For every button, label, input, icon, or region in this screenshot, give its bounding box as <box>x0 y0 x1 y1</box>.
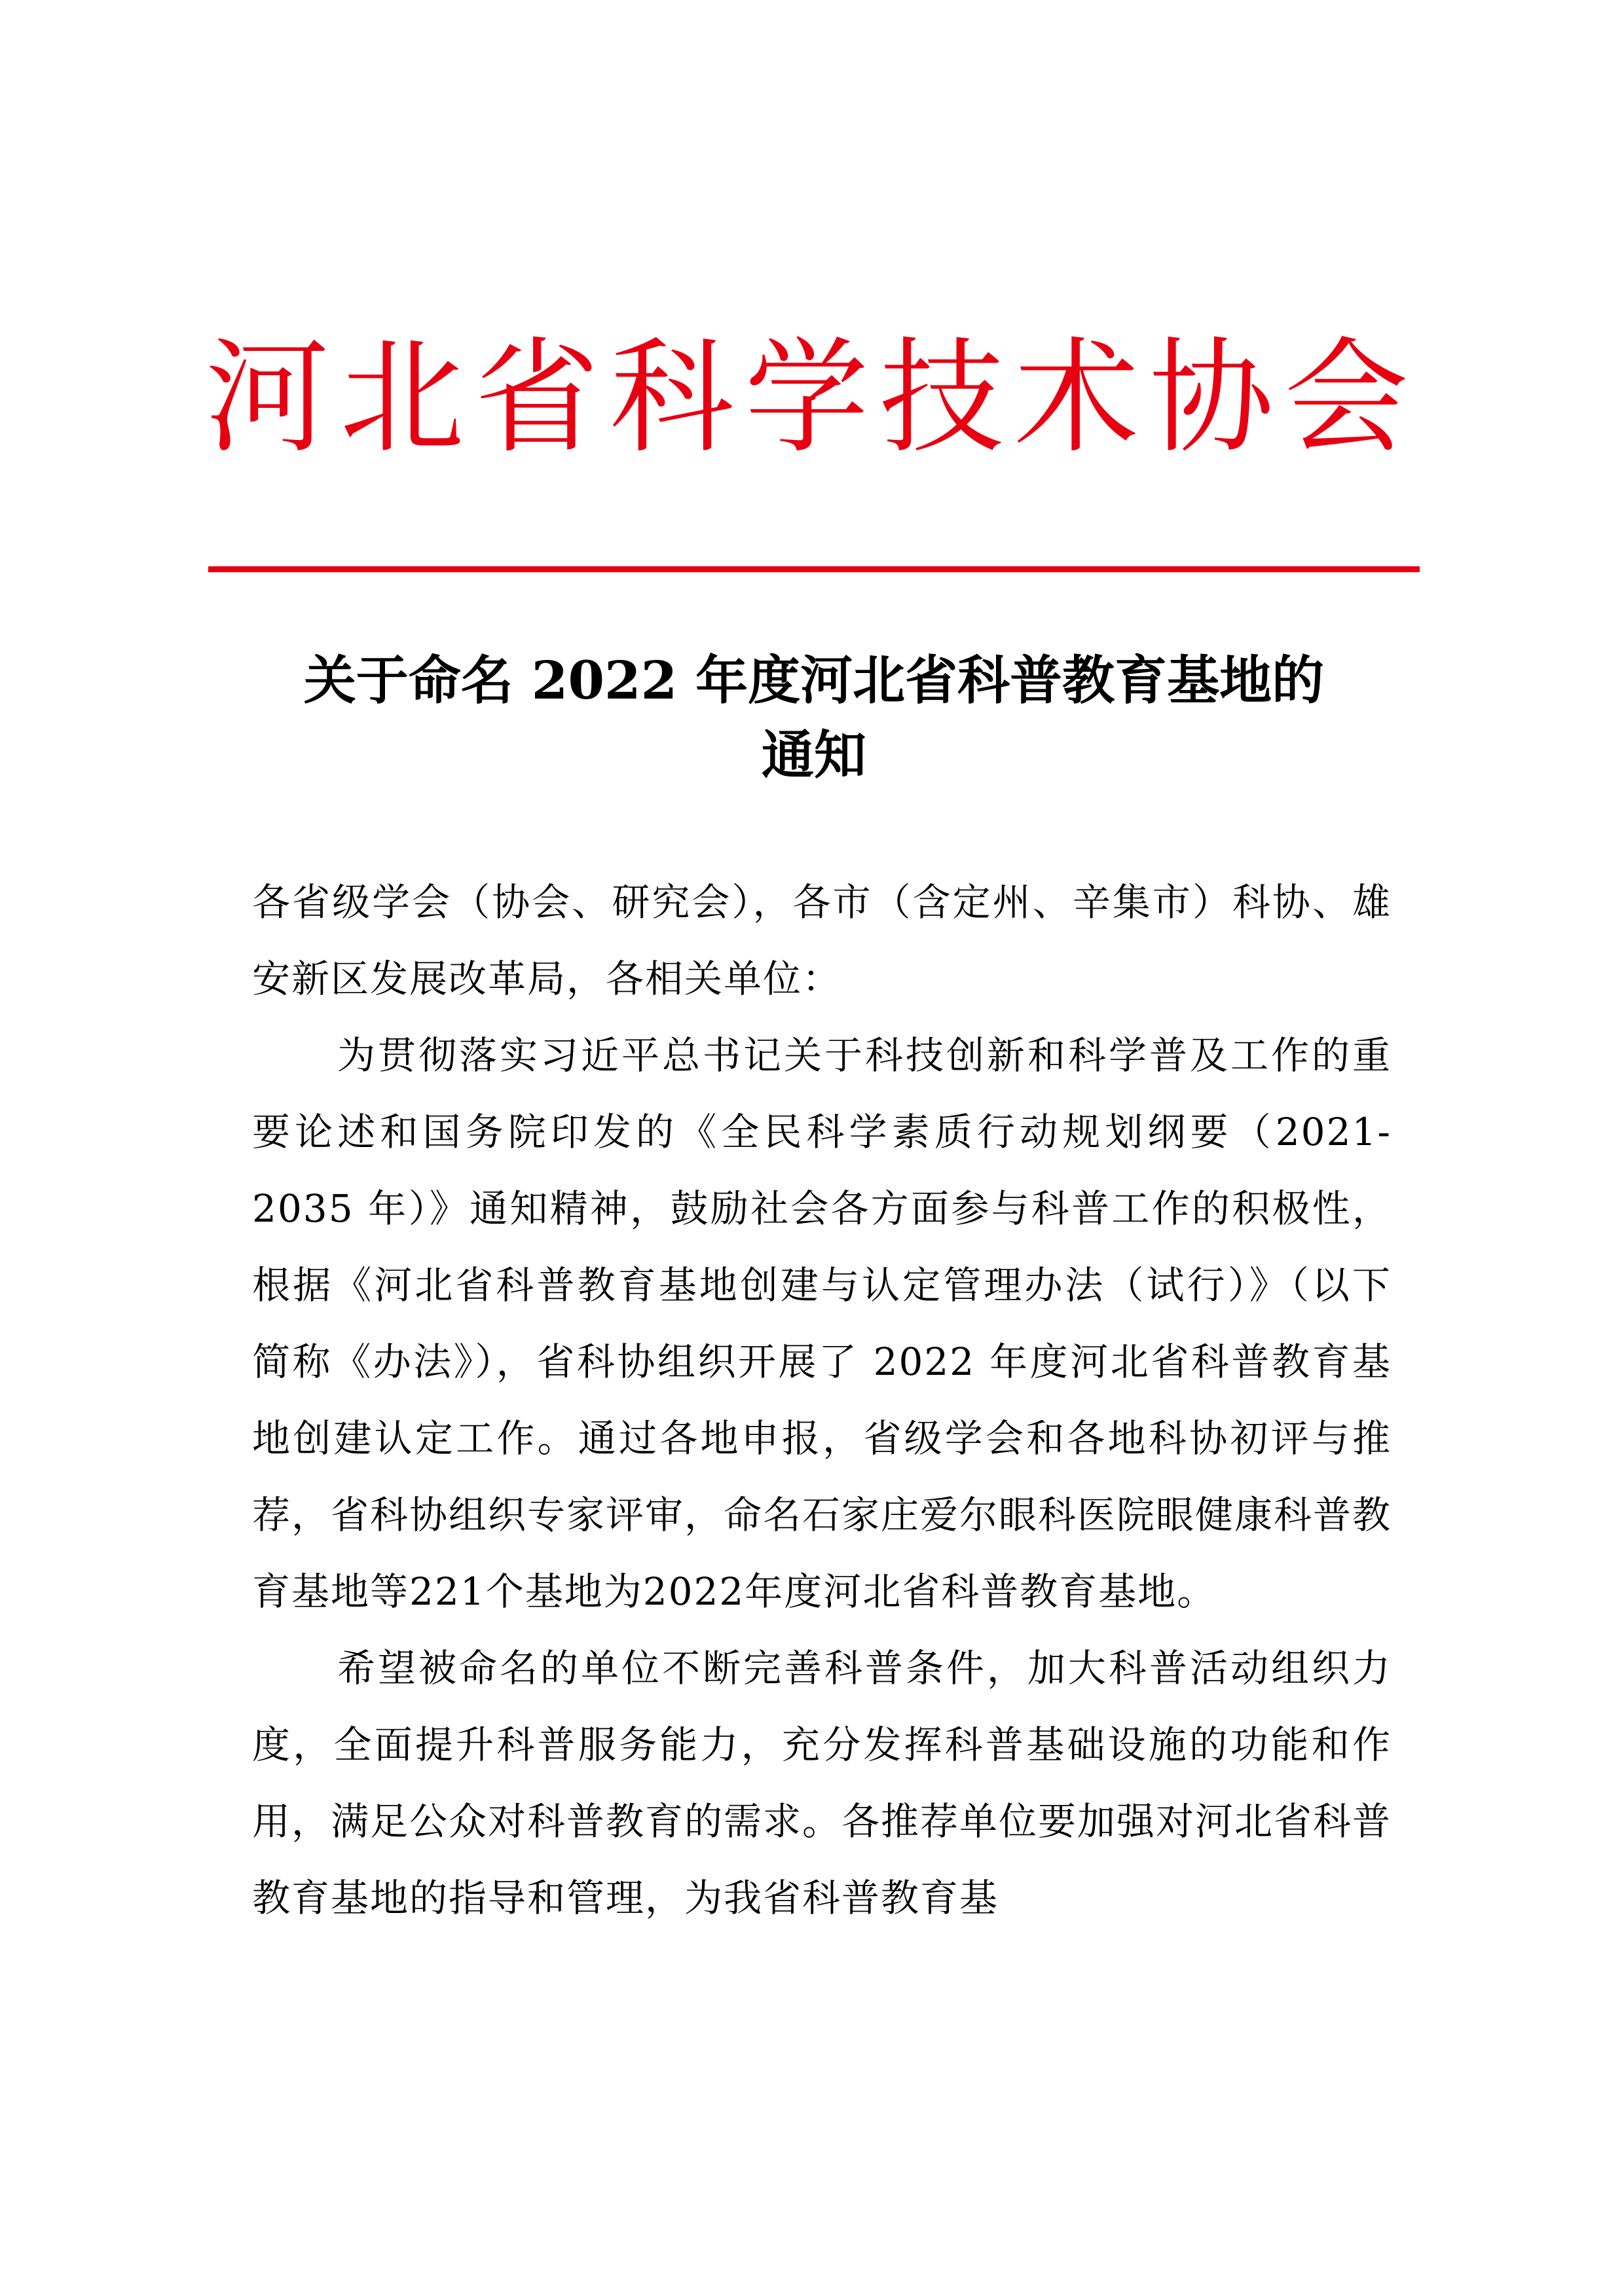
letterhead-red-rule <box>208 566 1420 572</box>
letterhead-org-name: 河北省科学技术协会 <box>204 325 1419 470</box>
document-title-line-1: 关于命名 2022 年度河北省科普教育基地的 <box>303 649 1325 711</box>
body-paragraph-1: 为贯彻落实习近平总书记关于科技创新和科学普及工作的重要论述和国务院印发的《全民科学素质行动规划纲要（2021-2035 年）》通知精神，鼓励社会各方面参与科普工作的积极性，根据《河北省科普教育基地创建与认定管理办法（试行）》（以下简称《办法》），省科协组织开展了 2022 年度河北省科普教育基地创建认定工作。通过各地申报，省级学会和各地科协初评与推荐，省科协组织专家评审，命名石家庄爱尔眼科医院眼健康科普教育基地等221个基地为2022年度河北省科普教育基地。 <box>252 1033 1392 1614</box>
document-body <box>252 864 1392 1937</box>
salutation: 各省级学会（协会、研究会），各市（含定州、辛集市）科协、雄安新区发展改革局，各相关单位： <box>252 880 1392 1001</box>
document-title-line-2: 通知 <box>762 724 866 786</box>
document-title <box>208 643 1420 792</box>
body-paragraph-2: 希望被命名的单位不断完善科普条件，加大科普活动组织力度，全面提升科普服务能力，充分发挥科普基础设施的功能和作用，满足公众对科普教育的需求。各推荐单位要加强对河北省科普教育基地的指导和管理，为我省科普教育基 <box>252 1646 1392 1920</box>
